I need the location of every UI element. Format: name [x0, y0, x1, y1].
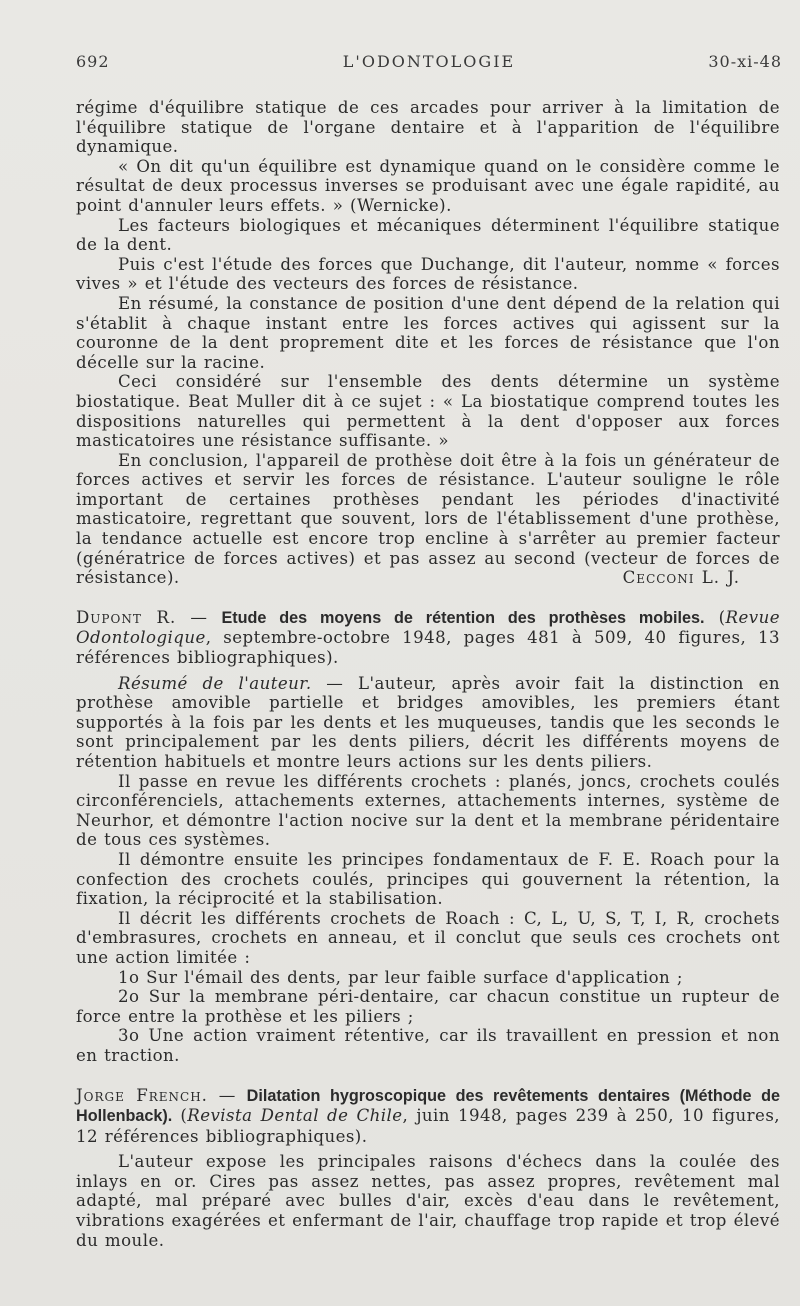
- paragraph: Ceci considéré sur l'ensemble des dents détermine un système biostatique. Beat Muller dit à ce sujet : « La biostatique comprend toutes les dispositions naturelles qui permettent à la dent d'opposer aux forces masticatoires une résistance suffisante. »: [76, 372, 780, 451]
- reviewer-signature: Cecconi L. J.: [622, 568, 740, 588]
- page-number: 692: [76, 52, 110, 71]
- body-text: [76, 98, 780, 1250]
- source-open: (: [172, 1106, 188, 1126]
- paragraph: L'auteur expose les principales raisons d'échecs dans la coulée des inlays en or. Cires pas assez nettes, pas assez propres, revêtement mal adapté, mal préparé avec bulles d'air, excès d'eau dans le revêtement, vibrations exagérées et enfermant de l'air, chauffage trop rapide et trop élevé du moule.: [76, 1152, 780, 1250]
- heading-dash: —: [176, 607, 222, 627]
- review-heading: [76, 608, 780, 668]
- paragraph-text: L'auteur, après avoir fait la distinction en prothèse amovible partielle et bridges amovibles, les premiers étant supportés à la fois par les dents et les muqueuses, tandis que les seconds le sont principalement par les dents piliers, décrit les différents moyens de rétention habituels et montre leurs actions sur les dents piliers.: [76, 673, 780, 771]
- paragraph: « On dit qu'un équilibre est dynamique quand on le considère comme le résultat de deux processus inverses se produisant avec une égale rapidité, au point d'annuler leurs effets. » (Wernicke).: [76, 156, 780, 215]
- journal-title: L'ODONTOLOGIE: [342, 52, 516, 71]
- source-open: (: [704, 607, 726, 627]
- paragraph: Il démontre ensuite les principes fondamentaux de F. E. Roach pour la confection des crochets coulés, principes qui gouvernent la rétention, la fixation, la réciprocité et la stabilisation.: [76, 849, 780, 909]
- paragraph-text: En conclusion, l'appareil de prothèse doit être à la fois un générateur de forces actives et servir les forces de résistance. L'auteur souligne le rôle important de certaines prothèses pendant les périodes d'inactivité masticatoire, regrettant que souvent, lors de l'établissement d'une prothèse, la tendance actuelle est encore trop encline à s'arrêter au premier facteur (génératrice de forces actives) et pas assez au second (vecteur de forces de résistance).: [76, 450, 780, 588]
- source-details: , septembre-octobre 1948, pages 481 à 509, 40 figures, 13 références bibliographiques).: [76, 628, 780, 668]
- paragraph: Les facteurs biologiques et mécaniques déterminent l'équilibre statique de la dent.: [76, 215, 780, 255]
- paragraph: En résumé, la constance de position d'une dent dépend de la relation qui s'établit à chaque instant entre les forces actives qui agissent sur la couronne de la dent proprement dite et les forces de résistance que l'on décelle sur la racine.: [76, 293, 780, 372]
- paragraph: régime d'équilibre statique de ces arcades pour arriver à la limitation de l'équilibre statique de l'organe dentaire et à l'apparition de l'équilibre dynamique.: [76, 98, 780, 157]
- review-title: Etude des moyens de rétention des prothèses mobiles.: [221, 608, 705, 627]
- source-journal: Revue Odontologique: [76, 607, 780, 648]
- paragraph: Il passe en revue les différents crochets : planés, joncs, crochets coulés circonférenciels, attachements externes, attachements internes, système de Neurhor, et démontre l'action nocive sur la dent et la membrane péridentaire de tous ces systèmes.: [76, 771, 780, 850]
- paragraph-with-signature: [76, 451, 780, 588]
- list-item: 1o Sur l'émail des dents, par leur faible surface d'application ;: [118, 967, 683, 987]
- source-details: , juin 1948, pages 239 à 250, 10 figures, 12 références bibliographiques).: [76, 1106, 781, 1146]
- review-author: Dupont R.: [76, 607, 177, 627]
- list-item: 2o Sur la membrane péri-dentaire, car chacun constitue un rupteur de force entre la prothèse et les piliers ;: [76, 987, 780, 1026]
- paragraph: Il décrit les différents crochets de Roach : C, L, U, S, T, I, R, crochets d'embrasures, crochets en anneau, et il conclut que seuls ces crochets ont une action limitée :: [76, 908, 780, 967]
- paragraph: Puis c'est l'étude des forces que Duchange, dit l'auteur, nomme « forces vives » et l'étude des vecteurs des forces de résistance.: [76, 254, 780, 294]
- review-heading: [76, 1086, 780, 1147]
- heading-dash: —: [207, 1085, 247, 1105]
- source-journal: Revista Dental de Chile: [187, 1106, 403, 1126]
- summary-label: Résumé de l'auteur.: [118, 673, 312, 693]
- list-item: 3o Une action vraiment rétentive, car ils travaillent en pression et non en traction.: [76, 1026, 780, 1065]
- review-author: Jorge French.: [76, 1085, 208, 1105]
- summary-dash: —: [311, 673, 358, 693]
- running-header: [76, 52, 782, 74]
- paragraph: [76, 674, 780, 772]
- issue-date: 30-xi-48: [708, 52, 782, 71]
- review-title: Dilatation hygroscopique des revêtements dentaires (Méthode de Hollenback).: [76, 1086, 780, 1126]
